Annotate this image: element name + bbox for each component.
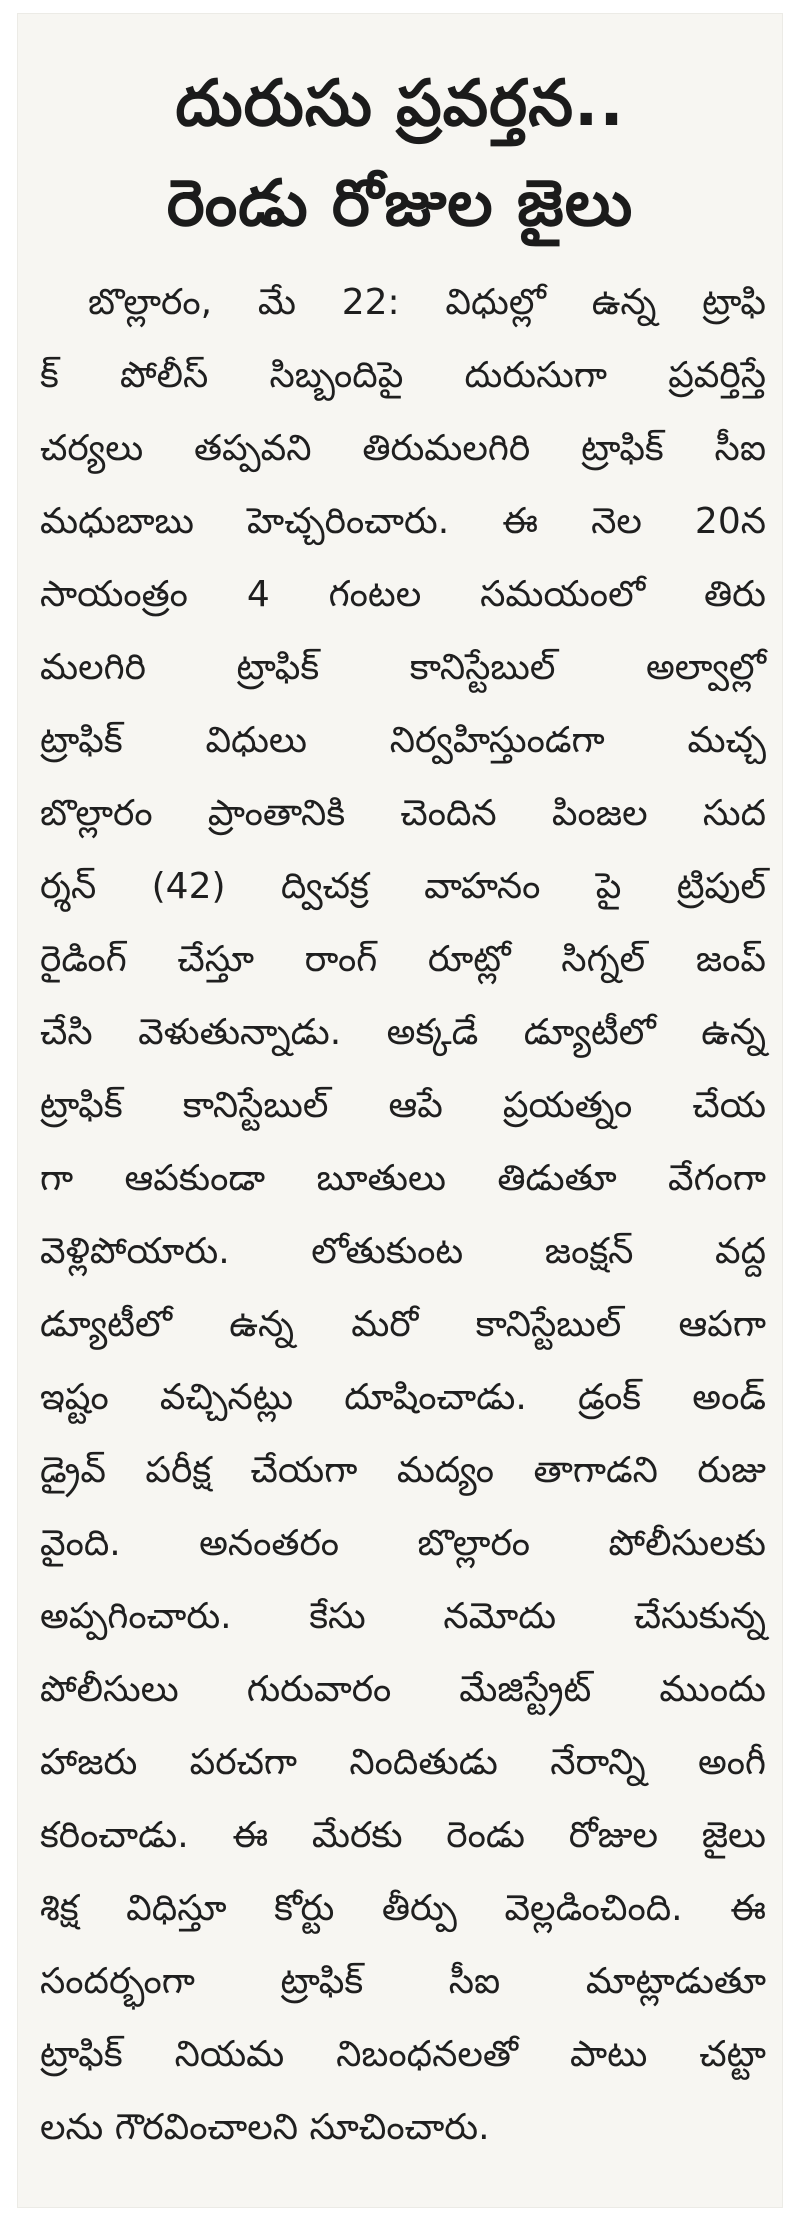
body-line: శిక్ష విధిస్తూ కోర్టు తీర్పు వెల్లడించింది. ఈ (40, 1888, 766, 1929)
body-line: వెళ్లిపోయారు. లోతుకుంట జంక్షన్ వద్ద (40, 1231, 766, 1272)
headline-line-1: దురుసు ప్రవర్తన.. (175, 67, 625, 141)
body-line: బొల్లారం ప్రాంతానికి చెందిన పింజల సుద (40, 793, 766, 834)
body-line: వైంది. అనంతరం బొల్లారం పోలీసులకు (40, 1523, 766, 1564)
body-line: లను గౌరవించాలని సూచించారు. (40, 2107, 490, 2148)
body-line: చర్యలు తప్పవని తిరుమలగిరి ట్రాఫిక్ సీఐ (40, 428, 766, 469)
body-line: బొల్లారం, మే 22: విధుల్లో ఉన్న ట్రాఫి (88, 282, 766, 323)
body-line: హాజరు పరచగా నిందితుడు నేరాన్ని అంగీ (40, 1742, 766, 1783)
body-line: మధుబాబు హెచ్చరించారు. ఈ నెల 20న (40, 501, 766, 542)
body-line: మలగిరి ట్రాఫిక్ కానిస్టేబుల్ అల్వాల్లో (40, 647, 766, 688)
news-clipping (18, 14, 782, 2207)
article-body (18, 254, 782, 2164)
body-line: ర్శన్ (42) ద్విచక్ర వాహనం పై ట్రిపుల్ (40, 866, 766, 907)
body-line: ట్రాఫిక్ విధులు నిర్వహిస్తుండగా మచ్చ (40, 720, 766, 761)
body-line: రైడింగ్ చేస్తూ రాంగ్ రూట్లో సిగ్నల్ జంప్ (40, 939, 766, 980)
body-line: ట్రాఫిక్ నియమ నిబంధనలతో పాటు చట్టా (40, 2034, 766, 2075)
body-line: పోలీసులు గురువారం మేజిస్ట్రేట్ ముందు (40, 1669, 766, 1710)
body-line: అప్పగించారు. కేసు నమోదు చేసుకున్న (40, 1596, 766, 1637)
body-line: క్ పోలీస్ సిబ్బందిపై దురుసుగా ప్రవర్తిస్తే (40, 355, 766, 396)
body-line: ఇష్టం వచ్చినట్లు దూషించాడు. డ్రంక్ అండ్ (40, 1377, 766, 1418)
body-line: గా ఆపకుండా బూతులు తిడుతూ వేగంగా (40, 1158, 766, 1199)
body-line: డ్రైవ్ పరీక్ష చేయగా మద్యం తాగాడని రుజు (40, 1450, 766, 1491)
body-line: ట్రాఫిక్ కానిస్టేబుల్ ఆపే ప్రయత్నం చేయ (40, 1085, 766, 1126)
headline (18, 14, 782, 254)
body-line: డ్యూటీలో ఉన్న మరో కానిస్టేబుల్ ఆపగా (40, 1304, 766, 1345)
body-line: సాయంత్రం 4 గంటల సమయంలో తిరు (40, 574, 766, 615)
body-line: చేసి వెళుతున్నాడు. అక్కడే డ్యూటీలో ఉన్న (40, 1012, 766, 1053)
headline-line-2: రెండు రోజుల జైలు (166, 167, 634, 241)
body-line: సందర్భంగా ట్రాఫిక్ సీఐ మాట్లాడుతూ (40, 1961, 766, 2002)
body-line: కరించాడు. ఈ మేరకు రెండు రోజుల జైలు (40, 1815, 766, 1856)
